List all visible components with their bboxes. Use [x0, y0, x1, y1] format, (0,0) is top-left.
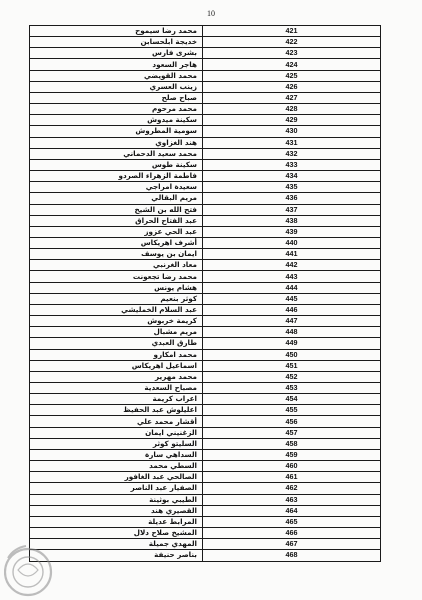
number-cell: 427	[203, 92, 381, 103]
name-cell: فاطمة الزهراء الصردو	[30, 171, 203, 182]
number-cell: 457	[203, 427, 381, 438]
table-row	[30, 483, 381, 494]
table-row	[30, 159, 381, 170]
name-cell: مصباح السعدية	[30, 383, 203, 394]
table-row	[30, 449, 381, 460]
number-cell: 451	[203, 360, 381, 371]
table-row	[30, 104, 381, 115]
table-row	[30, 528, 381, 539]
page-number: 10	[207, 9, 215, 18]
number-cell: 448	[203, 327, 381, 338]
number-cell: 421	[203, 26, 381, 37]
table-row	[30, 550, 381, 561]
name-cell: محمد سعيد الدحماني	[30, 148, 203, 159]
name-cell: محمد مهرير	[30, 371, 203, 382]
number-cell: 435	[203, 182, 381, 193]
name-cell: سكينة طوس	[30, 159, 203, 170]
number-cell: 463	[203, 494, 381, 505]
number-cell: 468	[203, 550, 381, 561]
number-cell: 432	[203, 148, 381, 159]
name-cell: مريم مشبال	[30, 327, 203, 338]
table-row	[30, 249, 381, 260]
name-cell: زينب العسري	[30, 81, 203, 92]
number-cell: 437	[203, 204, 381, 215]
number-cell: 431	[203, 137, 381, 148]
name-cell: سكينة ميدوش	[30, 115, 203, 126]
name-cell: هاجر السعود	[30, 59, 203, 70]
number-cell: 445	[203, 293, 381, 304]
roster-table	[29, 25, 381, 562]
number-cell: 426	[203, 81, 381, 92]
number-cell: 424	[203, 59, 381, 70]
number-cell: 462	[203, 483, 381, 494]
table-row	[30, 338, 381, 349]
table-row	[30, 59, 381, 70]
number-cell: 460	[203, 461, 381, 472]
name-cell: المهدي جميلة	[30, 539, 203, 550]
name-cell: محمد امكارو	[30, 349, 203, 360]
table-row	[30, 383, 381, 394]
table-row	[30, 438, 381, 449]
number-cell: 444	[203, 282, 381, 293]
table-row	[30, 48, 381, 59]
table-row	[30, 37, 381, 48]
number-cell: 454	[203, 394, 381, 405]
table-row	[30, 494, 381, 505]
table-row	[30, 427, 381, 438]
number-cell: 458	[203, 438, 381, 449]
name-cell: سعيدة امراجي	[30, 182, 203, 193]
number-cell: 440	[203, 237, 381, 248]
name-cell: القصيري هند	[30, 505, 203, 516]
name-cell: خديجة ابلحسابن	[30, 37, 203, 48]
table-row	[30, 81, 381, 92]
name-cell: مريم البقالي	[30, 193, 203, 204]
number-cell: 449	[203, 338, 381, 349]
name-cell: هشام يونس	[30, 282, 203, 293]
name-cell: المرابط عديلة	[30, 516, 203, 527]
name-cell: الزغنيني ايمان	[30, 427, 203, 438]
table-row	[30, 204, 381, 215]
table-row	[30, 416, 381, 427]
table-row	[30, 182, 381, 193]
table-row	[30, 282, 381, 293]
number-cell: 442	[203, 260, 381, 271]
name-cell: سومية المطروش	[30, 126, 203, 137]
number-cell: 433	[203, 159, 381, 170]
name-cell: بناصر حنيفة	[30, 550, 203, 561]
table-row	[30, 26, 381, 37]
name-cell: محمد رضا تجعونت	[30, 271, 203, 282]
number-cell: 430	[203, 126, 381, 137]
table-row	[30, 126, 381, 137]
table-row	[30, 304, 381, 315]
name-cell: كوثر بنعيم	[30, 293, 203, 304]
name-cell: عبد الحي عزوز	[30, 226, 203, 237]
table-row	[30, 137, 381, 148]
number-cell: 438	[203, 215, 381, 226]
number-cell: 464	[203, 505, 381, 516]
name-cell: فتح الله بن الشيخ	[30, 204, 203, 215]
table-row	[30, 349, 381, 360]
table-row	[30, 405, 381, 416]
table-row	[30, 472, 381, 483]
number-cell: 423	[203, 48, 381, 59]
name-cell: صباح صلح	[30, 92, 203, 103]
name-cell: ايمان بن يوسف	[30, 249, 203, 260]
name-cell: المشيخ صلاح دلال	[30, 528, 203, 539]
name-cell: محمد رضا سيموح	[30, 26, 203, 37]
table-row	[30, 316, 381, 327]
name-cell: طارق العبدي	[30, 338, 203, 349]
number-cell: 434	[203, 171, 381, 182]
name-cell: اعراب كريمة	[30, 394, 203, 405]
table-row	[30, 327, 381, 338]
table-row	[30, 215, 381, 226]
number-cell: 465	[203, 516, 381, 527]
number-cell: 447	[203, 316, 381, 327]
number-cell: 466	[203, 528, 381, 539]
table-row	[30, 193, 381, 204]
name-cell: محمد القويضي	[30, 70, 203, 81]
number-cell: 461	[203, 472, 381, 483]
number-cell: 467	[203, 539, 381, 550]
number-cell: 441	[203, 249, 381, 260]
number-cell: 422	[203, 37, 381, 48]
table-row	[30, 516, 381, 527]
number-cell: 459	[203, 449, 381, 460]
table-row	[30, 360, 381, 371]
table-row	[30, 539, 381, 550]
number-cell: 428	[203, 104, 381, 115]
table-row	[30, 271, 381, 282]
table-row	[30, 371, 381, 382]
name-cell: هند الغزاوي	[30, 137, 203, 148]
number-cell: 429	[203, 115, 381, 126]
name-cell: السليتو كوثر	[30, 438, 203, 449]
name-cell: الطيبي بوثينة	[30, 494, 203, 505]
number-cell: 425	[203, 70, 381, 81]
table-row	[30, 505, 381, 516]
table-row	[30, 171, 381, 182]
name-cell: الصالحي عبد الغافور	[30, 472, 203, 483]
number-cell: 436	[203, 193, 381, 204]
official-seal-icon	[4, 540, 56, 600]
name-cell: اعليلوش عبد الحفيظ	[30, 405, 203, 416]
table-row	[30, 293, 381, 304]
table-row	[30, 260, 381, 271]
name-cell: عبد الفتاح الحراق	[30, 215, 203, 226]
number-cell: 455	[203, 405, 381, 416]
name-cell: أقشار محمد علي	[30, 416, 203, 427]
name-cell: معاد الغرنبي	[30, 260, 203, 271]
table-row	[30, 226, 381, 237]
table-row	[30, 237, 381, 248]
table-row	[30, 394, 381, 405]
name-cell: السداهي سارة	[30, 449, 203, 460]
number-cell: 452	[203, 371, 381, 382]
name-cell: بشرى فارس	[30, 48, 203, 59]
number-cell: 453	[203, 383, 381, 394]
table-row	[30, 92, 381, 103]
name-cell: كريمة خربوش	[30, 316, 203, 327]
number-cell: 446	[203, 304, 381, 315]
name-cell: عبد السلام الخمليشي	[30, 304, 203, 315]
table-row	[30, 461, 381, 472]
table-row	[30, 70, 381, 81]
number-cell: 443	[203, 271, 381, 282]
name-cell: أشرف اهريكاس	[30, 237, 203, 248]
name-cell: السطي محمد	[30, 461, 203, 472]
name-cell: اسماعيل اهريكاس	[30, 360, 203, 371]
number-cell: 450	[203, 349, 381, 360]
number-cell: 439	[203, 226, 381, 237]
table-row	[30, 148, 381, 159]
roster-table-body	[30, 26, 381, 562]
table-row	[30, 115, 381, 126]
name-cell: محمد مرحوم	[30, 104, 203, 115]
number-cell: 456	[203, 416, 381, 427]
name-cell: الصفيار عبد الناصر	[30, 483, 203, 494]
